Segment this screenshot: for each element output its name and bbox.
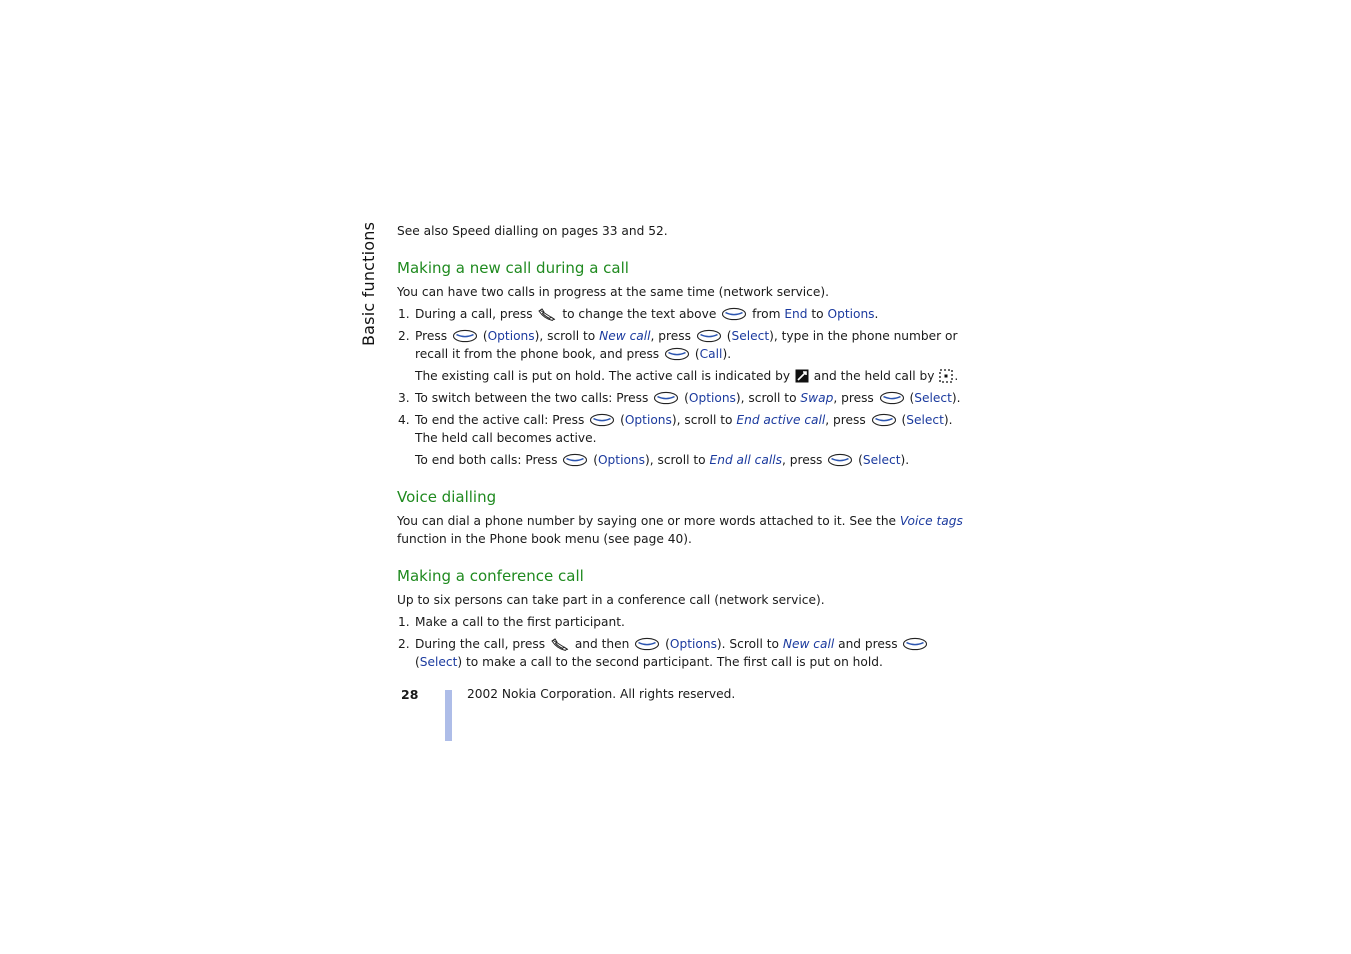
keyword-options: Options	[827, 307, 875, 321]
list-number: 4.	[398, 413, 410, 427]
list-number: 1.	[398, 615, 410, 629]
keyword-options: Options	[597, 453, 645, 467]
list-item: 2. Press (Options), scroll to New call, press (Select), type in the phone number or recall it from the phone book, and press (Call).	[398, 329, 958, 361]
menu-new-call: New call	[782, 637, 835, 651]
list-number: 2.	[398, 637, 410, 651]
list-number: 1.	[398, 307, 410, 321]
selection-key-icon	[879, 391, 905, 405]
active-call-icon	[795, 369, 809, 383]
selection-key-icon	[871, 413, 897, 427]
keyword-select: Select	[419, 655, 458, 669]
keyword-call: Call	[699, 347, 723, 361]
list-item: 4. To end the active call: Press (Options), scroll to End active call, press (Select). The held call becomes active.	[398, 413, 953, 445]
selection-key-icon	[589, 413, 615, 427]
copyright-text: 2002 Nokia Corporation. All rights reserved.	[467, 687, 736, 701]
selection-key-icon	[562, 453, 588, 467]
menu-end-all-calls: End all calls	[709, 453, 782, 467]
note-text: The existing call is put on hold. The active call is indicated by and the held call by .	[415, 369, 959, 383]
footer-bar	[445, 690, 452, 741]
list-item: 1. During a call, press to change the text above from End to Options.	[398, 307, 879, 321]
selection-key-icon	[696, 329, 722, 343]
keyword-select: Select	[862, 453, 901, 467]
menu-end-active-call: End active call	[736, 413, 826, 427]
keyword-options: Options	[669, 637, 717, 651]
chapter-side-title: Basic functions	[359, 221, 378, 346]
selection-key-icon	[827, 453, 853, 467]
list-item: 2. During the call, press and then (Options). Scroll to New call and press (Select) to make a call to the second participant. The first call is put on hold.	[397, 635, 969, 671]
menu-swap: Swap	[800, 391, 834, 405]
call-key-icon	[537, 307, 557, 321]
page-content	[397, 222, 969, 671]
menu-new-call: New call	[599, 329, 651, 343]
selection-key-icon	[721, 307, 747, 321]
list-number: 2.	[398, 329, 410, 343]
intro-text: See also Speed dialling on pages 33 and 52.	[397, 224, 668, 238]
keyword-select: Select	[906, 413, 944, 427]
selection-key-icon	[653, 391, 679, 405]
selection-key-icon	[452, 329, 478, 343]
keyword-options: Options	[487, 329, 535, 343]
heading-voice-dialling: Voice dialling	[397, 488, 497, 506]
note-text: To end both calls: Press (Options), scroll to End all calls, press (Select).	[415, 453, 910, 467]
call-key-icon	[550, 637, 570, 651]
heading-conference-call: Making a conference call	[397, 567, 584, 585]
list-item: 1. Make a call to the first participant.	[398, 615, 625, 629]
menu-voice-tags: Voice tags	[899, 514, 963, 528]
section3-paragraph: Up to six persons can take part in a conference call (network service).	[397, 593, 825, 607]
page-number: 28	[401, 687, 419, 702]
section2-paragraph: You can dial a phone number by saying one or more words attached to it. See the Voice tags function in the Phone book menu (see page 40).	[397, 514, 963, 546]
list-number: 3.	[398, 391, 410, 405]
selection-key-icon	[902, 637, 928, 651]
keyword-options: Options	[688, 391, 736, 405]
heading-new-call: Making a new call during a call	[397, 259, 629, 277]
section1-paragraph: You can have two calls in progress at the same time (network service).	[397, 285, 830, 299]
selection-key-icon	[664, 347, 690, 361]
held-call-icon	[939, 369, 953, 383]
keyword-select: Select	[914, 391, 952, 405]
keyword-end: End	[784, 307, 808, 321]
keyword-select: Select	[731, 329, 770, 343]
list-item: 3. To switch between the two calls: Press (Options), scroll to Swap, press (Select).	[398, 391, 961, 405]
keyword-options: Options	[624, 413, 672, 427]
selection-key-icon	[634, 637, 660, 651]
